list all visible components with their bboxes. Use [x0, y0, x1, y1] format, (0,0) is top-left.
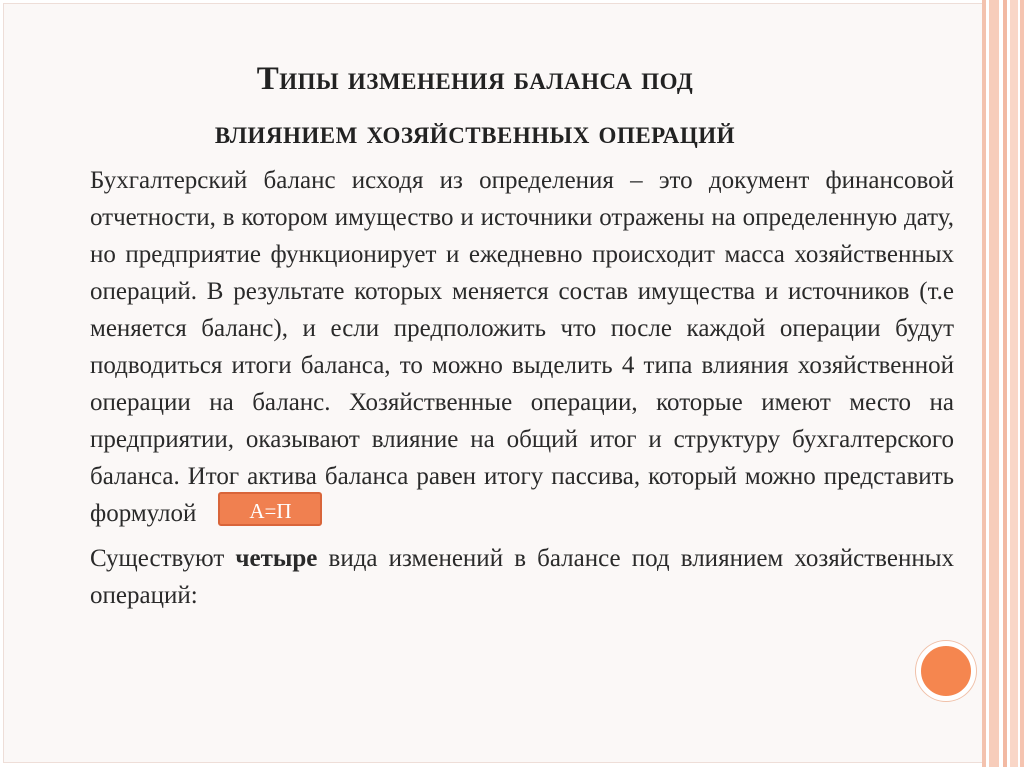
- slide-title: [90, 52, 860, 160]
- stripe: [982, 0, 986, 767]
- stripe: [1010, 0, 1018, 767]
- slide-title-line2: влиянием хозяйственных операций: [214, 115, 736, 151]
- formula-badge: А=П: [218, 492, 322, 526]
- paragraph-balance-text: Бухгалтерский баланс исходя из определения – это документ финансовой отчетности, в котором имущество и источники отражены на определенную дату, но предприятие функционирует и ежедневно происходит масса хозяйственных операций. В результате которых меняется состав имущества и источников (т.е меняется баланс), и если предположить что после каждой операции будут подводиться итоги баланса, то можно выделить 4 типа влияния хозяйственной операции на баланс. Хозяйственные операции, которые имеют место на предприятии, оказывают влияние на общий итог и структуру бухгалтерского баланса. Итог актива баланса равен итогу пассива, который можно представить формулой: [90, 167, 954, 527]
- paragraph-four-types-start: Существуют: [90, 545, 236, 573]
- paragraph-four-types-bold: четыре: [235, 545, 318, 573]
- stripe: [1003, 0, 1007, 767]
- stripe: [1020, 0, 1024, 767]
- slide-title-line1: Типы изменения баланса под: [256, 61, 694, 97]
- paragraph-balance-definition: [90, 162, 954, 532]
- stripe: [989, 0, 999, 767]
- decorative-stripes: [982, 0, 1024, 767]
- paragraph-four-types-end: вида изменений в балансе под влиянием хозяйственных операций:: [90, 545, 954, 610]
- slide-body: [90, 162, 954, 614]
- orange-circle-decoration: [916, 641, 976, 701]
- paragraph-four-types: [90, 540, 954, 614]
